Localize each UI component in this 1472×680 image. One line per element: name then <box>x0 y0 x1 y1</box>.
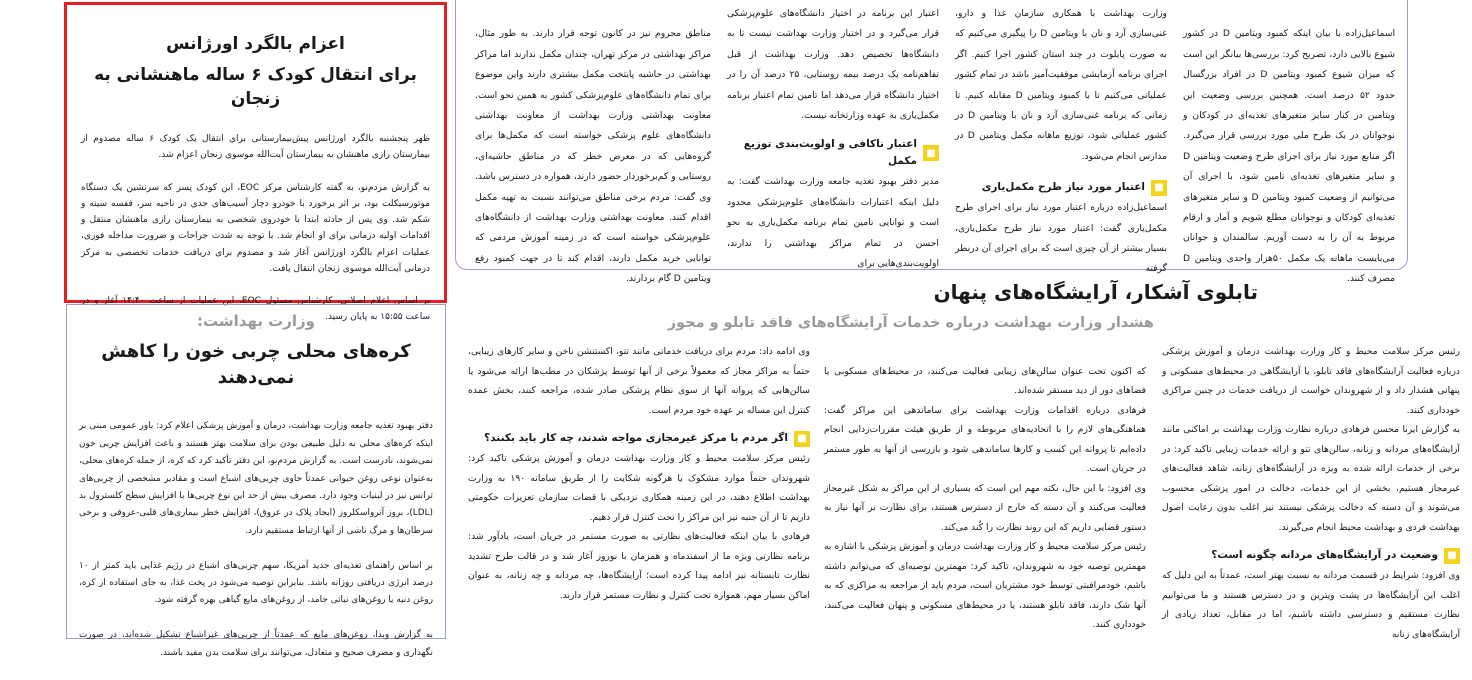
news-title-line2: برای انتقال کودک ۶ ساله ماهنشانی به زنجان <box>94 65 417 109</box>
article-paragraph: دفتر بهبود تغذیه جامعه وزارت بهداشت، درمان و آموزش پزشکی اعلام کرد: باور عمومی مبنی بر اینکه کره‌های محلی به دلیل طبیعی بودن برای سلامت بهتر هستند و باعث افزایش چربی خون نمی‌شوند، نادرست است. به گزارش مردم‌نو، این دفتر تأکید کرد که کره، از جمله کره‌های محلی، به‌عنوان نوعی روغن حیوانی عمدتاً حاوی چربی‌های اشباع است و مقادیر مشخصی از چربی‌های ترانس نیز در لبنیات وجود دارد. مصرف بیش از حد این نوع چربی‌ها با افزایش سطح کلسترول بد (LDL)، بروز آترواسکلروز (ایجاد پلاک در عروق)، افزایش خطر بیماری‌های قلبی-عروقی و برخی سرطان‌ها و مرگ ناشی از آنها ارتباط مستقیم دارد. <box>79 421 433 536</box>
section-heading: ■ اگر مردم با مرکز غیرمجازی مواجه شدند، چه کار باید بکنند؟ <box>468 430 810 447</box>
vitamin-col-3 <box>727 4 939 274</box>
bullet-icon: ■ <box>923 145 939 161</box>
vitamin-col-1: اسماعیل‌زاده با بیان اینکه کمبود ویتامین D در کشور شیوع بالایی دارد، تصریح کرد: بررسی‌ها بیانگر این است که میزان شیوع کمبود ویتامین D در افراد بزرگسال حدود ۵۲ درصد است. همچنین بررسی وضعیت این ویتامین در کنار سایر متغیرهای تغذیه‌ای در کودکان و نوجوانان در یک طرح ملی مورد بررسی قرار می‌گیرد. اگر منابع مورد نیاز برای اجرای طرح وضعیت ویتامین D و سایر متغیرهای تغذیه‌ای تامین شود، با اجرای آن می‌توانیم از وضعیت کمبود ویتامین D و سایر متغیرهای تغذیه‌ای کودکان و نوجوانان مطلع شویم و آمار و ارقام مربوط به آن را به دست آوریم. سالمندان و جوانان می‌بایست ماهانه یک مکمل ۵۰هزار واحدی ویتامین D مصرف کنند. <box>1183 28 1396 285</box>
news-paragraph: به گزارش مردم‌نو، به گفته کارشناس مرکز EOC، این کودک پسر که سرنشین یک دستگاه موتورسیکلت بود، بر اثر برخورد با خودرو دچار آسیب‌های جدی در ناحیه سر، قفسه سینه و شکم شد. وی پس از حادثه ابتدا با خودروی شخصی به بیمارستان رازی ماهنشان منتقل و اقدامات اولیه درمانی برای او انجام شد. با توجه به شدت جراحات و ضرورت مداخله فوری، عملیات اعزام بالگرد اورژانس آغاز شد و مصدوم برای دریافت خدمات تخصصی به مرکز درمانی آیت‌الله موسوی زنجان انتقال یافت. <box>81 182 430 274</box>
vitamin-article <box>455 0 1408 285</box>
salon-col-2: که اکنون تحت عنوان سالن‌های زیبایی فعالیت می‌کنند، در محیط‌های مسکونی یا فضاهای دور از دید مستقر شده‌اند. فرهادی درباره اقدامات وزارت بهداشت برای ساماندهی این مراکز گفت: هماهنگی‌های لازم را با اتحادیه‌های مربوطه و از طریق هیئت مقررات‌زدایی انجام داده‌ایم تا پروانه این کسب و کارها ساماندهی شود و بازرسی از آنها به طور مستمر در جریان است. وی افزود: با این حال، نکته مهم این است که بسیاری از این مراکز به شکل غیرمجاز فعالیت می‌کنند و آن دسته که خارج از دسترس هستند، برای نظارت بر آنها نیاز به دستور قضایی داریم که این روند نظارت را کُند می‌کند. رئیس مرکز سلامت محیط و کار وزارت بهداشت درمان و آموزش پزشکی با اشاره به مهمترین توصیه خود به شهروندان، تاکید کرد: مهمترین توصیه‌ای که می‌توانم داشته باشم، خودمراقبتی توسط خود مشتریان است، مردم باید از مراجعه به مراکزی که به آنها شک دارند، فاقد تابلو هستند، یا در محیط‌های مسکونی و پنهان فعالیت می‌کنند، خودداری کنند. <box>824 365 1146 630</box>
salon-subtitle: هشدار وزارت بهداشت درباره خدمات آرایشگاه‌های فاقد تابلو و مجوز <box>667 315 1154 331</box>
bullet-icon: ■ <box>1444 548 1460 564</box>
news-paragraph: بر اساس اعلام اصلانی، کارشناس مسئول EOC، این عملیات از ساعت ۱۴:۴۰ آغاز و در ساعت ۱۵:۵۵ به پایان رسید. <box>81 296 431 323</box>
salon-col1-text: وی افزود: شرایط در قسمت مردانه به نسبت بهتر است، عمدتاً به این دلیل که اغلب این آرایشگاه‌ها در پشت ویترین و در دسترس هستند و ما می‌توانیم نظارت مستقیم و دسترسی داشته باشیم، اما در مقابل، تعداد زیادی از آرایشگاه‌های زنانه <box>1162 570 1460 640</box>
salon-title: تابلوی آشکار، آرایشگاه‌های پنهان <box>933 280 1258 304</box>
news-title-line1: اعزام بالگرد اورژانس <box>166 34 345 54</box>
section-heading: ■ وضعیت در آرایشگاه‌های مردانه چگونه است؟ <box>1162 547 1460 564</box>
article-paragraph: بر اساس راهنمای تغذیه‌ای جدید آمریکا، سهم چربی‌های اشباع در رژیم غذایی باید کمتر از ۱۰ درصد انرژی دریافتی روزانه باشد. بنابراین توصیه می‌شود در پخت غذا، به جای استفاده از کره، روغن دنبه یا روغن‌های نباتی جامد، از روغن‌های مایع گیاهی بهره گرفته شود. <box>79 560 433 606</box>
salon-col-1 <box>1162 342 1460 644</box>
vitamin-col2-text: اسماعیل‌زاده درباره اعتبار مورد نیاز برای اجرای طرح مکمل‌یاری گفت: اعتبار مورد نیاز طرح مکمل‌یاری، بسیار بیشتر از آن چیزی است که برای اجرای آن درنظر گرفته <box>955 202 1167 275</box>
salon-col3-text: رئیس مرکز سلامت محیط و کار وزارت بهداشت درمان و آموزش پزشکی تاکید کرد: شهروندان حتماً موارد مشکوک یا هرگونه شکایت را از طریق سامانه ۱۹۰ به وزارت بهداشت اطلاع دهند، در این زمینه همکاری نزدیکی با قضات سازمان تعزیرات حکومتی داریم تا از آن جنبه نیز این مراکز را تحت کنترل قرار دهیم. فرهادی با بیان اینکه فعالیت‌های نظارتی به صورت مستمر در جریان است، یادآور شد: برنامه نظارتی ویژه ما از اسفندماه و همزمان با نوروز آغاز شد و در قالب طرح تشدید نظارت تابستانه نیز ادامه پیدا کرده است؛ آرایشگاه‌ها، چه مردانه و چه زنانه، به عنوان اماکن بسیار مهم، همواره تحت کنترل و نظارت مستمر قرار دارند. <box>468 453 810 601</box>
news-paragraph: ظهر پنجشنبه بالگرد اورژانس پیش‌بیمارستانی برای انتقال یک کودک ۶ ساله مصدوم از بیمارستان رازی ماهنشان به بیمارستان آیت‌الله موسوی زنجان اعزام شد. <box>81 134 430 161</box>
vitamin-col3-text: اعتبار این برنامه در اختیار دانشگاه‌های علوم‌پزشکی قرار می‌گیرد و در اختیار وزارت بهداشت نیست تا به دانشگاه‌ها تخصیص دهد. وزارت بهداشت از قبل تفاهم‌نامه یک درصد بیمه روستایی، ۲۵ درصد آن را در اختیار دانشگاه قرار می‌دهد اما تامین تمام اعتبار برنامه مکمل‌یاری به عهده وزارتخانه نیست. <box>727 8 939 122</box>
bullet-icon: ■ <box>794 431 810 447</box>
section-heading: ■ اعتبار مورد نیاز طرح مکمل‌یاری <box>955 179 1167 196</box>
vitamin-col-4: مناطق محروم نیز در کانون توجه قرار دارند. به طور مثال، مراکز بهداشتی در مرکز تهران، چندان مکمل ندارند اما مراکز بهداشتی در حاشیه پایتخت مکمل بیشتری دارند واین موضوع برای تمام دانشگاه‌های علوم‌پزشکی کشور به همین نحو است. معاونت بهداشتی وزارت بهداشت از معاونت بهداشتی دانشگاه‌های علوم پزشکی خواسته است که مکمل‌ها برای گروه‌هایی که در معرض خطر که در مناطق حاشیه‌ای، روستایی و کم‌برخوردار حضور دارند، همواره در دسترس باشد. وی گفت: مردم برخی مناطق می‌توانند نسبت به تهیه مکمل اقدام کنند. معاونت بهداشتی وزارت بهداشت از دانشگاه‌های علوم‌پزشکی خواسته است که در زمینه آموزش مردمی که توانایی خرید مکمل دارند، اقدام کند تا در جهت کمبود رفع ویتامین D گام بردارند. <box>475 28 711 285</box>
vitamin-col-2 <box>955 4 1167 280</box>
salon-col1-text: رئیس مرکز سلامت محیط و کار وزارت بهداشت درمان و آموزش پزشکی درباره فعالیت آرایشگاه‌های فاقد تابلو، یا آرایشگاهی در محیط‌های مسکونی و پنهانی هشدار داد و از شهروندان خواست از دریافت خدمات در چنین مراکزی خودداری کنند. به گزارش ایرنا محسن فرهادی درباره نظارت وزارت بهداشت بر اماکنی مانند آرایشگاه‌های مردانه و زنانه، سالن‌های تتو و ارائه خدمات زیبایی تاکید کرد: در برخی از خدمات ارائه شده به ویژه در آرایشگاه‌های زنانه، شاهد فعالیت‌های غیرمجاز هستیم، بخشی از این خدمات، دخالت در امور پزشکی محسوب می‌شوند و آن دسته که دخالت پزشکی نیستند نیز اغلب بدون رعایت اصول بهداشت فردی و بهداشت محیط انجام می‌گیرند. <box>1162 346 1460 533</box>
salon-col3-text: وی ادامه داد: مردم برای دریافت خدماتی مانند تتو، اکستنشن ناخن و سایر کارهای زیبایی، حتماً به مراکز مجاز که معمولاً برخی از آنها توسط پزشکان در مطب‌ها ارائه می‌شود یا سالن‌هایی که پروانه آنها از سوی نظام پزشکی صادر شده، مراجعه کنند، بخش عمده کنترل این مساله بر عهده خود مردم است. <box>468 346 810 416</box>
salon-col-3 <box>468 342 810 605</box>
fat-article <box>66 304 446 658</box>
article-title: کره‌های محلی چربی خون را کاهش نمی‌دهند <box>101 341 411 388</box>
article-kicker: وزارت بهداشت: <box>196 312 315 330</box>
bullet-icon: ■ <box>1151 180 1167 196</box>
vitamin-col3-text: مدیر دفتر بهبود تغذیه جامعه وزارت بهداشت گفت: به دلیل اینکه اعتبارات دانشگاه‌های علوم‌پزشکی محدود است و توانایی تامین تمام برنامه مکمل‌یاری به نحو احسن در تمام مراکز بهداشتی را ندارند، اولویت‌بندی‌هایی برای <box>727 176 939 270</box>
salon-article <box>456 274 1466 641</box>
vitamin-col2-text: وزارت بهداشت با همکاری سازمان غذا و دارو، غنی‌سازی آرد و نان با ویتامین D را پیگیری می‌کنیم که به صورت پایلوت در چند استان کشور اجرا کنیم. اگر اجرای برنامه آزمایشی موفقیت‌آمیز باشد در تمام کشور عملیاتی می‌کنیم تا با کمبود ویتامین D مقابله کنیم. تا زمانی که برنامه غنی‌سازی آرد و نان با ویتامین D در کشور عملیاتی شود، توزیع ماهانه مکمل ویتامین D در مدارس انجام می‌شود. <box>955 8 1167 162</box>
section-heading: ■ اعتبار ناکافی و اولویت‌بندی توزیع مکمل <box>727 136 939 170</box>
article-paragraph: به گزارش وبدا، روغن‌های مایع که عمدتاً از چربی‌های غیراشباع تشکیل شده‌اند، در صورت نگهداری و مصرف صحیح و متعادل، می‌توانند برای سلامت بدن مفید باشند. <box>79 630 433 658</box>
